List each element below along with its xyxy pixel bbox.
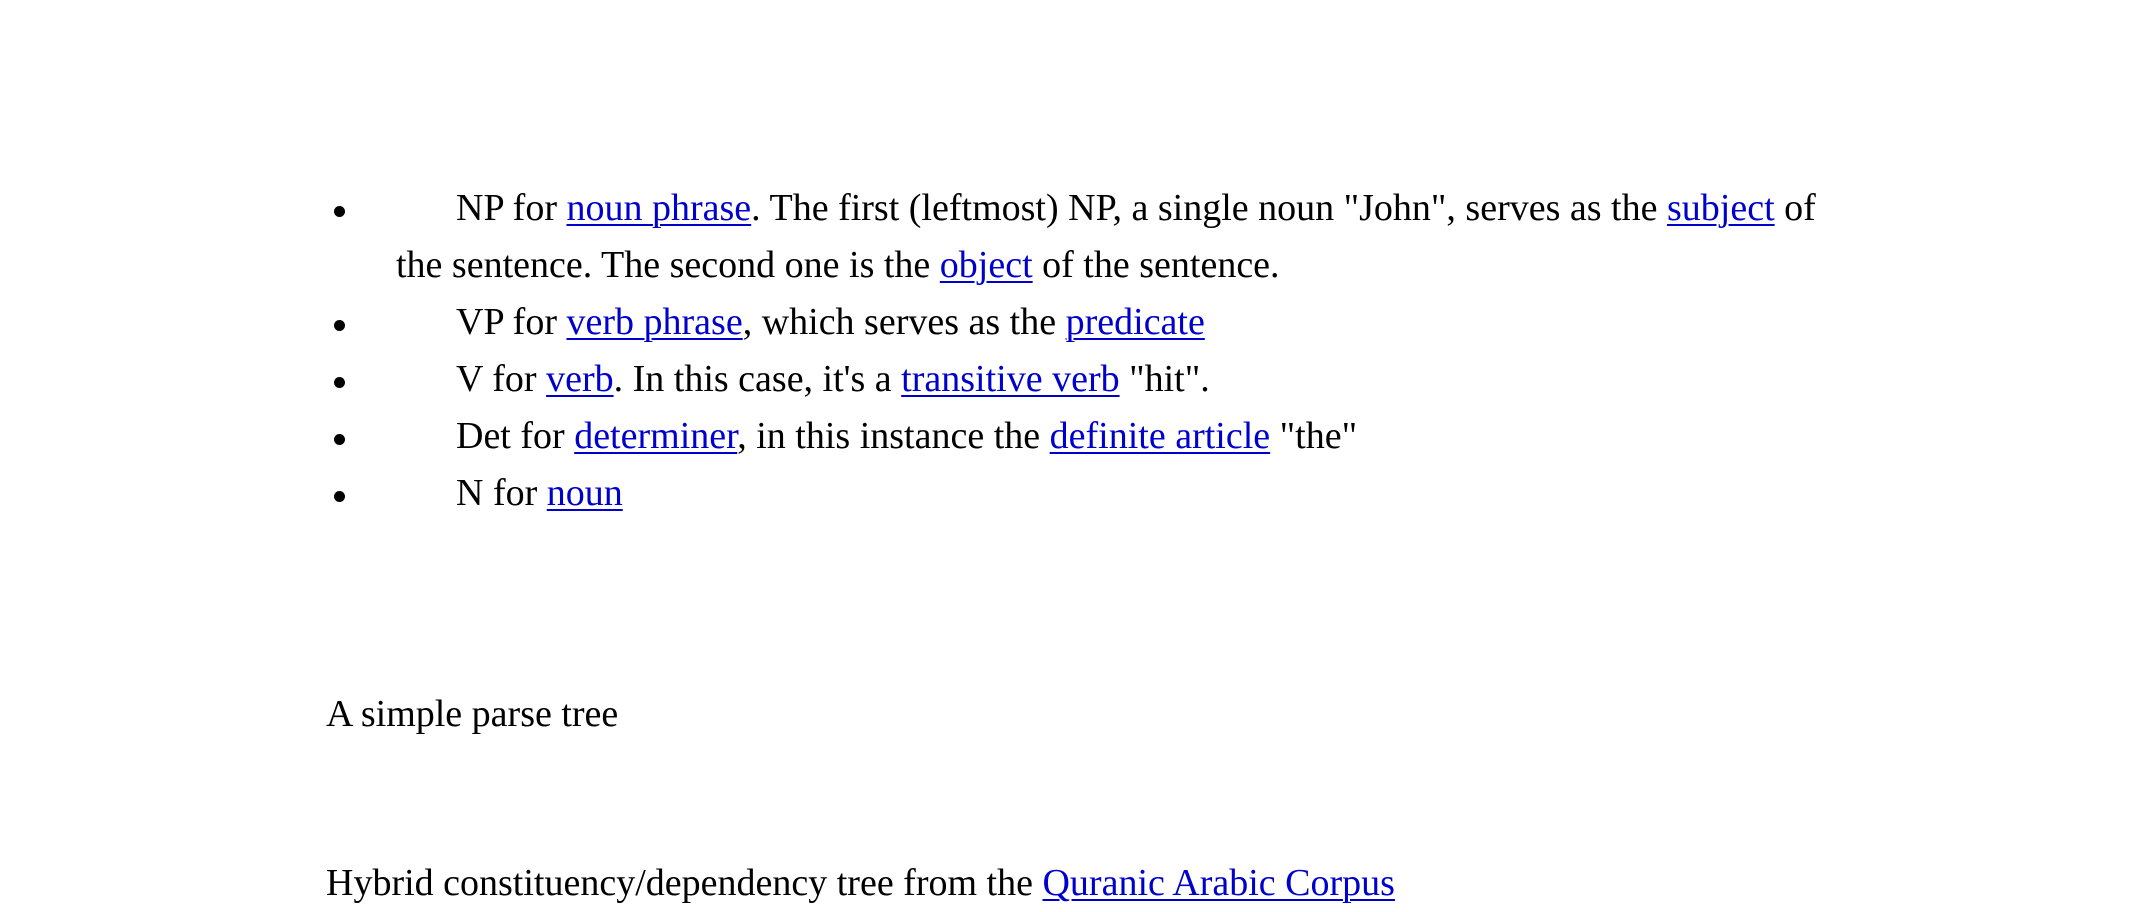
- link-subject[interactable]: subject: [1666, 187, 1775, 229]
- bullet-icon: [334, 377, 345, 388]
- link-predicate[interactable]: predicate: [1065, 301, 1205, 343]
- bullet-icon: [334, 206, 345, 217]
- list-item-v: V for verb. In this case, it's a transitive verb "hit".: [326, 351, 1866, 408]
- link-quranic-arabic-corpus[interactable]: Quranic Arabic Corpus: [1042, 862, 1395, 904]
- bullet-icon: [334, 434, 345, 445]
- link-definite-article[interactable]: definite article: [1049, 415, 1271, 457]
- link-noun-phrase[interactable]: noun phrase: [566, 187, 752, 229]
- list-item-n: N for noun: [326, 465, 1866, 522]
- bullet-icon: [334, 320, 345, 331]
- list-item-np: NP for noun phrase. The first (leftmost) NP, a single noun "John", serves as the subject of the sentence. The second one is the object of the sentence.: [326, 180, 1866, 294]
- link-verb-phrase[interactable]: verb phrase: [566, 301, 743, 343]
- bullet-icon: [334, 491, 345, 502]
- caption-simple-parse-tree: A simple parse tree: [326, 693, 619, 735]
- link-object[interactable]: object: [939, 244, 1033, 286]
- link-noun[interactable]: noun: [546, 472, 623, 514]
- list-item-vp: VP for verb phrase, which serves as the predicate: [326, 294, 1866, 351]
- link-verb[interactable]: verb: [546, 358, 614, 400]
- caption-hybrid-tree: Hybrid constituency/dependency tree from the Quranic Arabic Corpus: [326, 862, 1395, 904]
- link-determiner[interactable]: determiner: [574, 415, 738, 457]
- link-transitive-verb[interactable]: transitive verb: [901, 358, 1120, 400]
- list-item-det: Det for determiner, in this instance the definite article "the": [326, 408, 1866, 465]
- abbreviation-list: [326, 180, 1866, 522]
